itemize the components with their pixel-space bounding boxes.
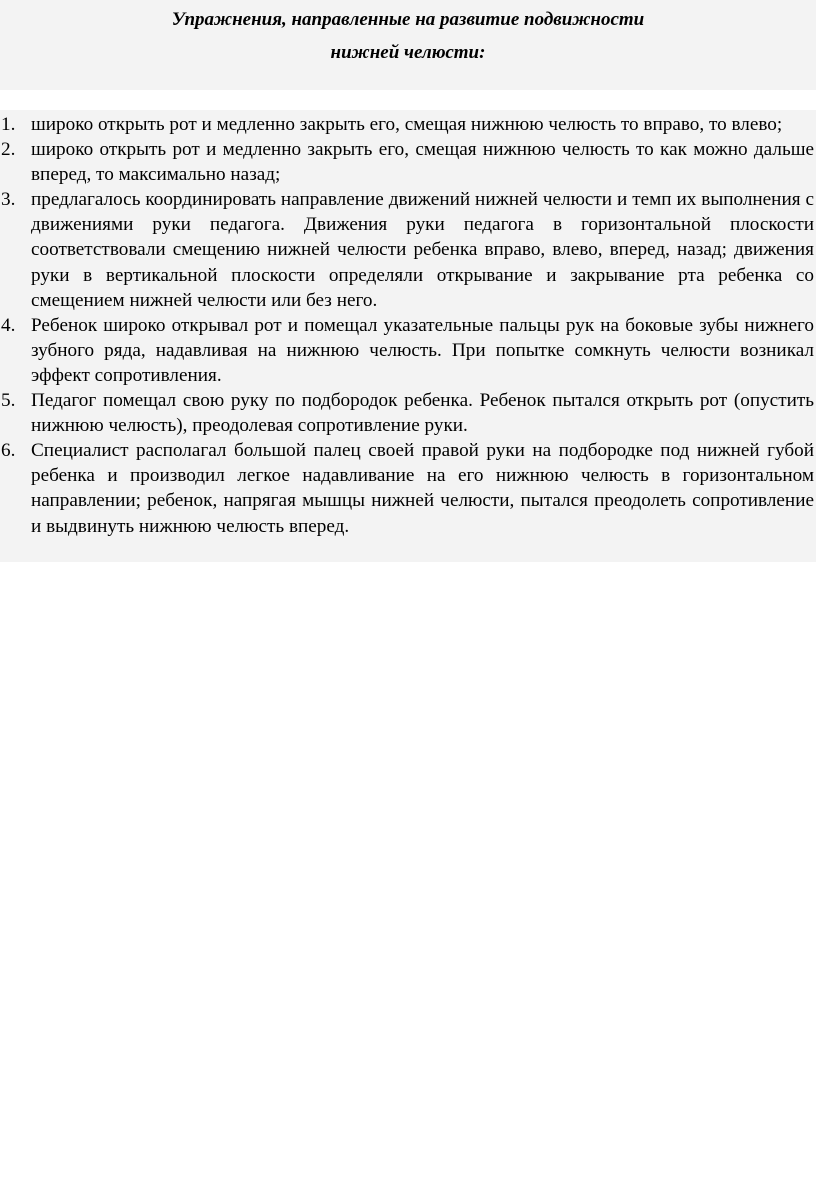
list-item-number: 1.: [1, 114, 16, 135]
list-item-text: Педагог помещал свою руку по подбородок ребенка. Ребенок пытался открыть рот (опустить нижнюю челюсть), преодолевая сопротивление руки.: [31, 390, 814, 437]
list-item: [0, 187, 816, 312]
list-item-number: 3.: [1, 189, 16, 211]
page-title: Упражнения, направленные на развитие подвижности: [171, 9, 645, 30]
list-item: [0, 388, 816, 438]
list-item-number: 6.: [1, 440, 16, 462]
list-item-text: широко открыть рот и медленно закрыть его, смещая нижнюю челюсть то как можно дальше вперед, то максимально назад;: [31, 139, 814, 186]
list-item-text: широко открыть рот и медленно закрыть его, смещая нижнюю челюсть то вправо, то влево;: [31, 114, 783, 135]
list-item: [0, 112, 816, 137]
list-item: [0, 313, 816, 388]
list-item: [0, 137, 816, 187]
list-item: [0, 438, 816, 538]
list-item-number: 4.: [1, 314, 16, 336]
exercise-list: [0, 112, 816, 539]
list-item-text: Ребенок широко открывал рот и помещал указательные пальцы рук на боковые зубы нижнего зубного ряда, надавливая на нижнюю челюсть. При попытке сомкнуть челюсти возникал эффект сопротивления.: [31, 314, 814, 386]
list-item-text: Специалист располагал большой палец своей правой руки на подбородке под нижней губой ребенка и производил легкое надавливание на его нижнюю челюсть в горизонтальном направлении; ребенок, напрягая мышцы нижней челюсти, пытался преодолеть сопротивление и выдвинуть нижнюю челюсть вперед.: [31, 440, 814, 537]
page-title-continuation: нижней челюсти:: [330, 42, 486, 63]
list-item-number: 2.: [1, 139, 16, 161]
list-item-number: 5.: [1, 390, 16, 412]
list-item-text: предлагалось координировать направление движений нижней челюсти и темп их выполнения с движениями руки педагога. Движения руки педагога в горизонтальной плоскости соответствовали смещению нижней челюсти ребенка вправо, влево, вперед, назад; движения руки в вертикальной плоскости определяли открывание и закрывание рта ребенка со смещением нижней челюсти или без него.: [31, 189, 814, 311]
